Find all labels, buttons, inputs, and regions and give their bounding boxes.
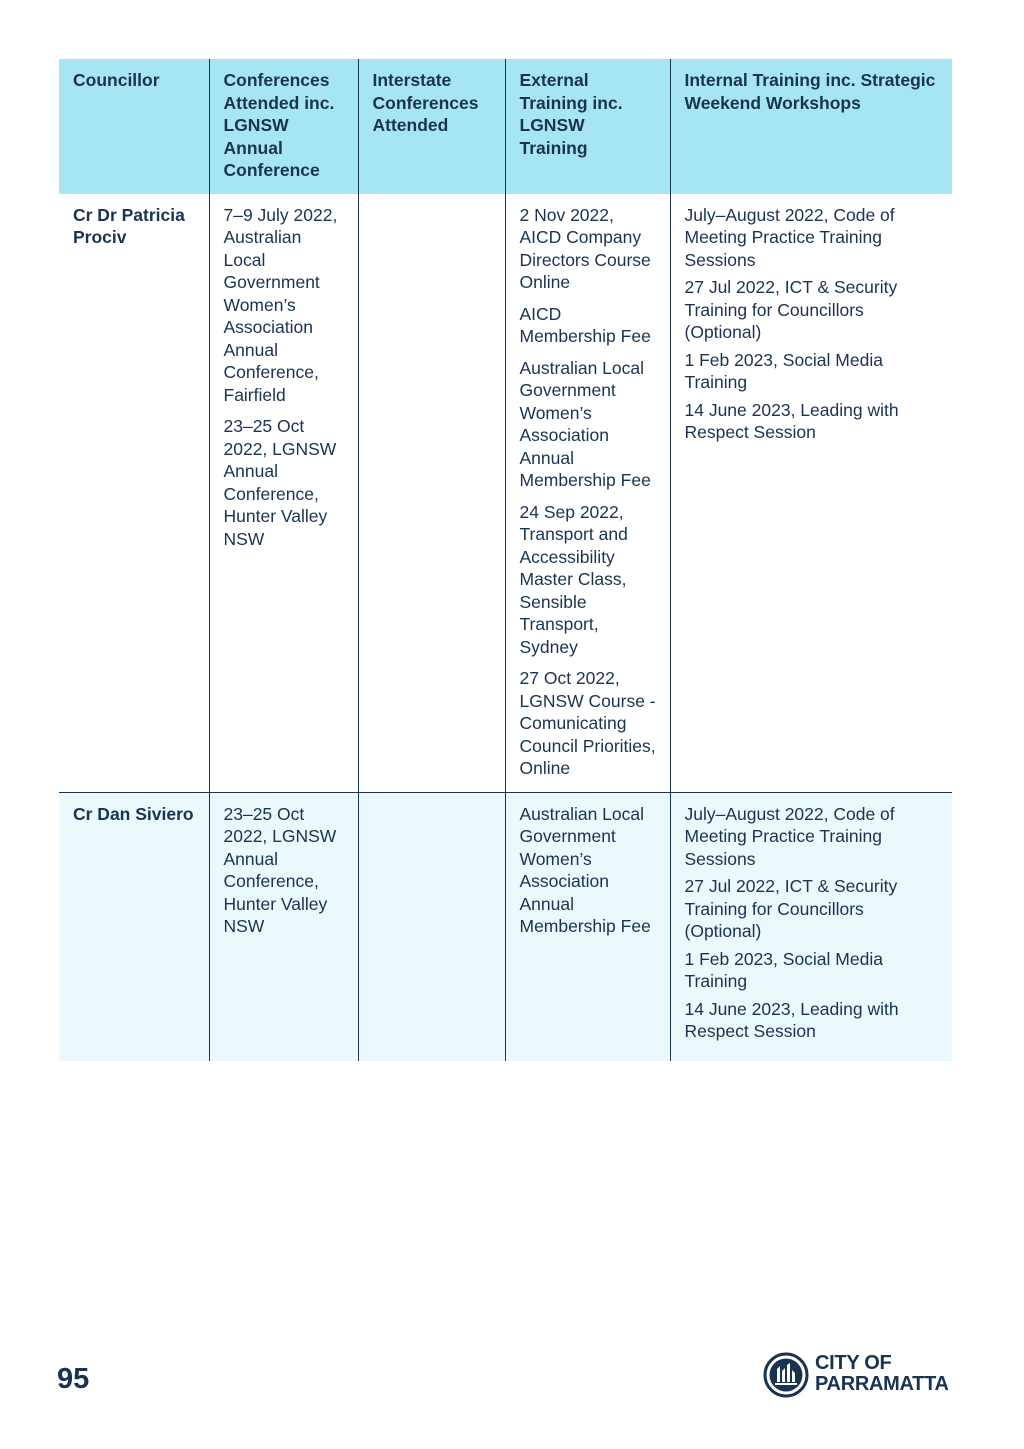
header-interstate: Interstate Conferences Attended: [358, 59, 505, 194]
logo-line-1: CITY OF: [815, 1352, 892, 1374]
conferences-cell: [209, 194, 358, 793]
logo-line-2: PARRAMATTA: [815, 1373, 949, 1395]
conference-entry: 7–9 July 2022, Australian Local Government Women’s Association Annual Conference, Fairfield: [223, 204, 338, 405]
internal-training-entry: 14 June 2023, Leading with Respect Session: [684, 399, 899, 442]
external-training-entry: 24 Sep 2022, Transport and Accessibility Master Class, Sensible Transport, Sydney: [519, 501, 628, 657]
internal-training-entry: 1 Feb 2023, Social Media Training: [684, 349, 883, 392]
page-number: 95: [57, 1363, 90, 1395]
conference-entry: 23–25 Oct 2022, LGNSW Annual Conference, Hunter Valley NSW: [223, 803, 337, 936]
external-training-cell: [505, 194, 670, 793]
header-internal-training: Internal Training inc. Strategic Weekend Workshops: [670, 59, 952, 194]
internal-training-cell: [670, 194, 952, 793]
external-training-entry: 27 Oct 2022, LGNSW Course - Comunicating Council Priorities, Online: [519, 668, 656, 778]
conference-entry: 23–25 Oct 2022, LGNSW Annual Conference, Hunter Valley NSW: [223, 416, 337, 549]
parramatta-crest-icon: [763, 1352, 809, 1398]
table-row: [59, 194, 952, 793]
external-training-entry: Australian Local Government Women’s Association Annual Membership Fee: [519, 803, 651, 936]
internal-training-cell: [670, 792, 952, 1061]
external-training-entry: 2 Nov 2022, AICD Company Directors Course Online: [519, 204, 651, 292]
councillor-training-table: [59, 59, 952, 1061]
header-councillor: Councillor: [59, 59, 209, 194]
conferences-cell: [209, 792, 358, 1061]
internal-training-entry: 27 Jul 2022, ICT & Security Training for Councillors (Optional): [684, 277, 898, 342]
internal-training-entry: July–August 2022, Code of Meeting Practice Training Sessions: [684, 803, 895, 869]
councillor-name: Cr Dan Siviero: [59, 792, 209, 1061]
table-row: [59, 792, 952, 1061]
internal-training-entry: 1 Feb 2023, Social Media Training: [684, 948, 883, 991]
logo-wordmark: [815, 1353, 949, 1395]
councillor-name: Cr Dr Patricia Prociv: [59, 194, 209, 793]
interstate-cell: [358, 194, 505, 793]
external-training-cell: [505, 792, 670, 1061]
table-header-row: [59, 59, 952, 194]
interstate-cell: [358, 792, 505, 1061]
internal-training-entry: July–August 2022, Code of Meeting Practice Training Sessions: [684, 204, 895, 270]
internal-training-entry: 14 June 2023, Leading with Respect Session: [684, 998, 899, 1041]
internal-training-entry: 27 Jul 2022, ICT & Security Training for Councillors (Optional): [684, 876, 898, 941]
external-training-entry: AICD Membership Fee: [519, 303, 651, 346]
external-training-entry: Australian Local Government Women’s Association Annual Membership Fee: [519, 357, 651, 490]
header-conferences: Conferences Attended inc. LGNSW Annual Conference: [209, 59, 358, 194]
city-of-parramatta-logo: [763, 1352, 953, 1398]
header-external-training: External Training inc. LGNSW Training: [505, 59, 670, 194]
